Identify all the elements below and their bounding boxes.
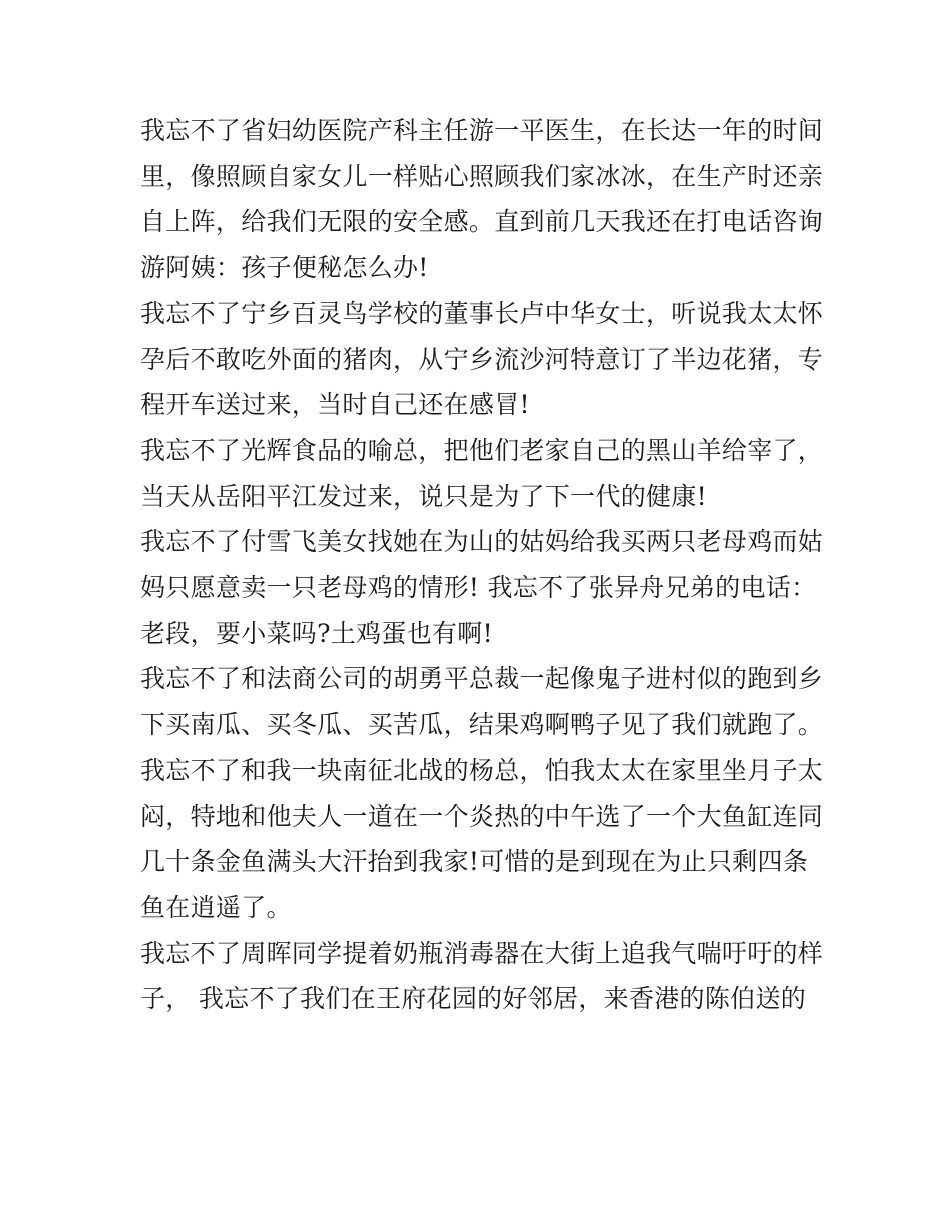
text-line: 几十条金鱼满头大汗抬到我家!可惜的是到现在为止只剩四条 — [140, 847, 809, 877]
text-line: 我忘不了周晖同学提着奶瓶消毒器在大街上追我气喘吁吁的样 — [140, 938, 824, 968]
text-line: 孕后不敢吃外面的猪肉，从宁乡流沙河特意订了半边花猪，专 — [140, 344, 824, 374]
text-line: 我忘不了和法商公司的胡勇平总裁一起像鬼子进村似的跑到乡 — [140, 664, 824, 694]
body-text — [140, 108, 824, 1022]
text-line: 当天从岳阳平江发过来，说只是为了下一代的健康! — [140, 481, 707, 511]
text-line: 程开车送过来，当时自己还在感冒! — [140, 390, 530, 420]
text-line: 下买南瓜、买冬瓜、买苦瓜，结果鸡啊鸭子见了我们就跑了。 — [140, 710, 824, 740]
text-line: 里，像照顾自家女儿一样贴心照顾我们家冰冰，在生产时还亲 — [140, 161, 824, 191]
text-line: 我忘不了光辉食品的喻总，把他们老家自己的黑山羊给宰了， — [140, 435, 824, 465]
text-line: 闷，特地和他夫人一道在一个炎热的中午选了一个大鱼缸连同 — [140, 801, 824, 831]
text-line: 妈只愿意卖一只老母鸡的情形! 我忘不了张异舟兄弟的电话： — [140, 573, 817, 603]
text-line: 自上阵，给我们无限的安全感。直到前几天我还在打电话咨询 — [140, 207, 824, 237]
text-line: 我忘不了宁乡百灵鸟学校的董事长卢中华女士，听说我太太怀 — [140, 298, 824, 328]
text-line: 游阿姨：孩子便秘怎么办! — [140, 253, 429, 283]
text-line: 我忘不了和我一块南征北战的杨总，怕我太太在家里坐月子太 — [140, 755, 824, 785]
text-line: 鱼在逍遥了。 — [140, 892, 292, 922]
text-line: 我忘不了付雪飞美女找她在为山的姑妈给我买两只老母鸡而姑 — [140, 527, 824, 557]
text-line: 老段，要小菜吗?土鸡蛋也有啊! — [140, 618, 493, 648]
text-line: 子， 我忘不了我们在王府花园的好邻居，来香港的陈伯送的 — [140, 984, 807, 1014]
text-line: 我忘不了省妇幼医院产科主任游一平医生，在长达一年的时间 — [140, 116, 824, 145]
